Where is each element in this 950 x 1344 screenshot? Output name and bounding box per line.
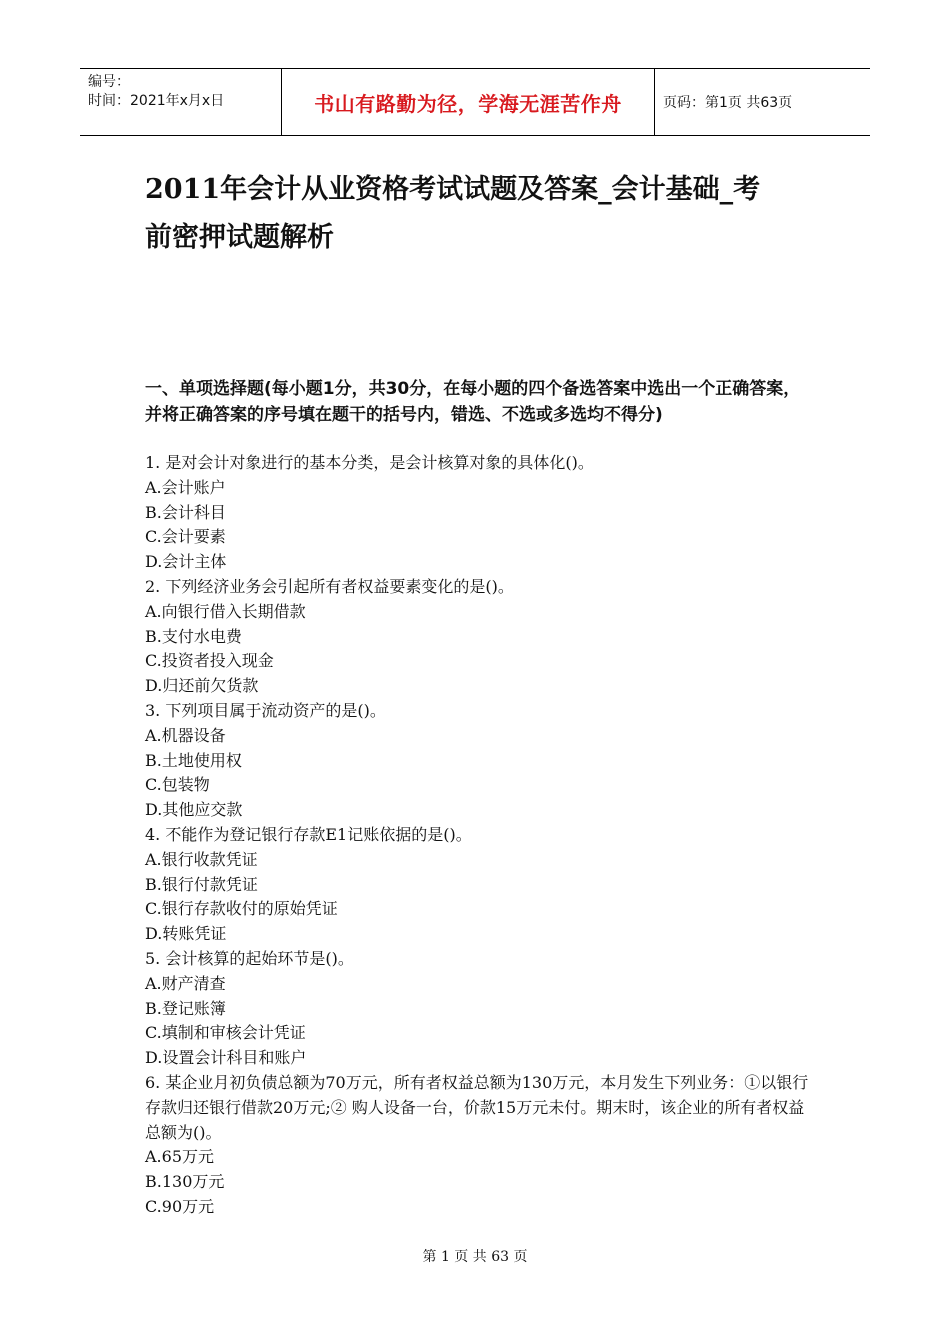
document-number-label: 编号： bbox=[88, 74, 130, 90]
header-page-info: 页码：第1页 共63页 bbox=[663, 95, 793, 111]
answer-option: B.支付水电费 bbox=[145, 626, 242, 646]
answer-option: C.90万元 bbox=[145, 1196, 215, 1216]
answer-option: D.其他应交款 bbox=[145, 800, 243, 820]
answer-option: A.银行收款凭证 bbox=[145, 849, 258, 869]
question-stem: 4. 不能作为登记银行存款E1记账依据的是()。 bbox=[145, 824, 472, 844]
answer-option: C.银行存款收付的原始凭证 bbox=[145, 899, 338, 919]
answer-option: A.向银行借入长期借款 bbox=[145, 601, 306, 621]
answer-option: C.会计要素 bbox=[145, 527, 226, 547]
question-stem: 3. 下列项目属于流动资产的是()。 bbox=[145, 700, 386, 720]
question-list bbox=[145, 451, 815, 1220]
document-title bbox=[145, 166, 805, 262]
document-title-line-2: 前密押试题解析 bbox=[145, 222, 334, 253]
page-footer: 第 1 页 共 63 页 bbox=[422, 1249, 528, 1265]
answer-option: D.会计主体 bbox=[145, 552, 227, 572]
document-title-line-1: 2011年会计从业资格考试试题及答案_会计基础_考 bbox=[145, 174, 761, 205]
answer-option: B.会计科目 bbox=[145, 502, 226, 522]
question-stem: 5. 会计核算的起始环节是()。 bbox=[145, 948, 354, 968]
question-stem: 2. 下列经济业务会引起所有者权益要素变化的是()。 bbox=[145, 576, 514, 596]
answer-option: A.机器设备 bbox=[145, 725, 226, 745]
question-stem: 6. 某企业月初负债总额为70万元，所有者权益总额为130万元，本月发生下列业务：①以银行存款归还银行借款20万元;② 购人设备一台，价款15万元未付。期末时，该企业的所有者权益总额为()。 bbox=[145, 1072, 809, 1142]
document-date: 时间：2021年x月x日 bbox=[88, 93, 225, 109]
header-table bbox=[80, 68, 870, 136]
header-motto-cell bbox=[281, 69, 655, 135]
section-heading: 一、单项选择题(每小题1分，共30分，在每小题的四个备选答案中选出一个正确答案，并将正确答案的序号填在题干的括号内，错选、不选或多选均不得分) bbox=[145, 379, 801, 425]
answer-option: B.登记账簿 bbox=[145, 998, 226, 1018]
answer-option: B.130万元 bbox=[145, 1172, 225, 1192]
answer-option: C.包装物 bbox=[145, 775, 210, 795]
answer-option: D.归还前欠货款 bbox=[145, 676, 259, 696]
answer-option: C.投资者投入现金 bbox=[145, 651, 274, 671]
answer-option: B.土地使用权 bbox=[145, 750, 242, 770]
answer-option: B.银行付款凭证 bbox=[145, 874, 258, 894]
answer-option: C.填制和审核会计凭证 bbox=[145, 1023, 306, 1043]
answer-option: D.设置会计科目和账户 bbox=[145, 1048, 307, 1068]
answer-option: D.转账凭证 bbox=[145, 924, 227, 944]
answer-option: A.65万元 bbox=[145, 1147, 215, 1167]
question-stem: 1. 是对会计对象进行的基本分类，是会计核算对象的具体化()。 bbox=[145, 453, 594, 472]
header-meta bbox=[80, 69, 281, 135]
header-motto: 书山有路勤为径，学海无涯苦作舟 bbox=[314, 91, 622, 116]
answer-option: A.会计账户 bbox=[145, 477, 226, 497]
answer-option: A.财产清查 bbox=[145, 973, 226, 993]
